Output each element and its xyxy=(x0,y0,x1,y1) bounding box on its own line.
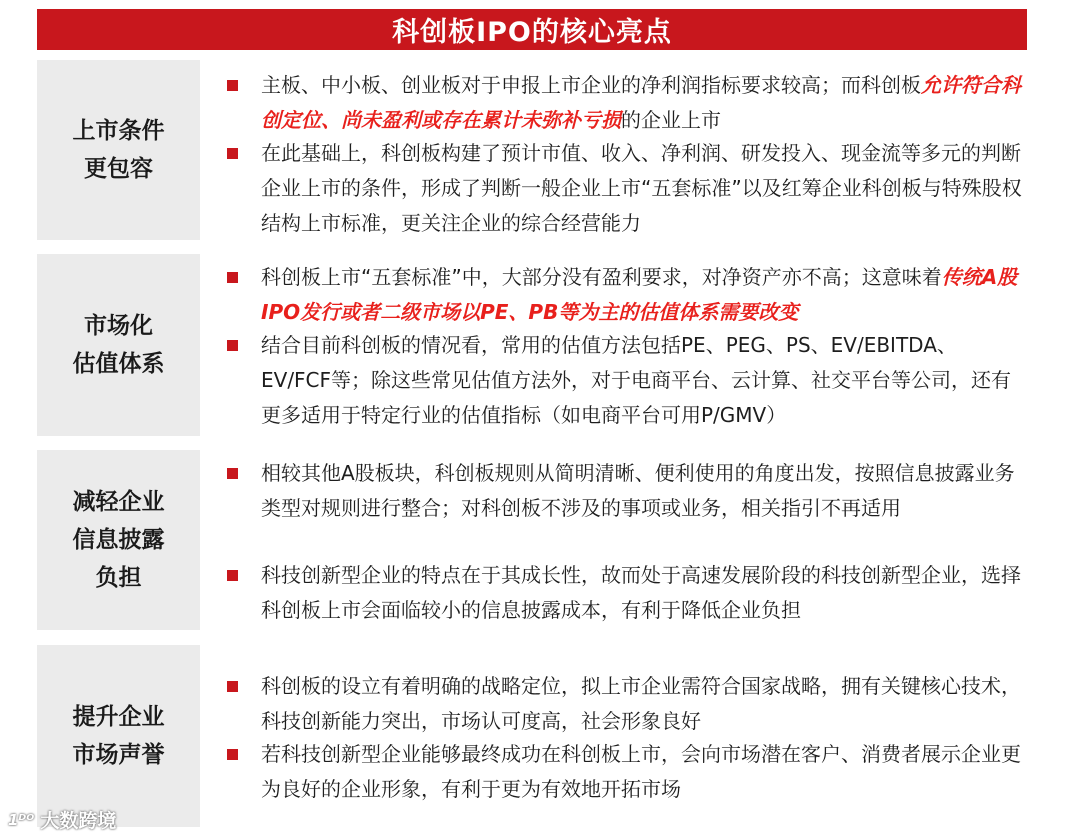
section-content xyxy=(227,450,1022,630)
bullet-text xyxy=(261,456,1023,526)
bullet-text-part: 结合目前科创板的情况看，常用的估值方法包括PE、PEG、PS、EV/EBITDA、EV/FCF等；除这些常见估值方法外，对于电商平台、云计算、社交平台等公司，还有更多适用于特定行业的估值指标（如电商平台可用P/GMV） xyxy=(261,333,1012,427)
bullet-square-icon xyxy=(227,148,238,159)
bullet-square-icon xyxy=(227,272,238,283)
section-content xyxy=(227,254,1022,436)
bullet-text-part: 科创板的设立有着明确的战略定位，拟上市企业需符合国家战略，拥有关键核心技术，科技创新能力突出，市场认可度高，社会形象良好 xyxy=(261,674,1021,733)
bullet-text-part: 若科技创新型企业能够最终成功在科创板上市，会向市场潜在客户、消费者展示企业更为良好的企业形象，有利于更为有效地开拓市场 xyxy=(261,742,1021,801)
section-valuation-system xyxy=(37,254,1027,436)
section-label: 减轻企业 信息披露 负担 xyxy=(72,489,165,591)
section-label: 上市条件 更包容 xyxy=(72,118,165,182)
section-label: 市场化 估值体系 xyxy=(72,313,165,377)
bullet-text-part: 相较其他A股板块，科创板规则从简明清晰、便利使用的角度出发，按照信息披露业务类型对规则进行整合；对科创板不涉及的事项或业务，相关指引不再适用 xyxy=(261,461,1015,520)
bullet-square-icon xyxy=(227,80,238,91)
watermark-logo-icon: 1ᴰᴼ xyxy=(8,810,35,829)
page-title: 科创板IPO的核心亮点 xyxy=(37,9,1027,50)
bullet-text xyxy=(261,328,1023,433)
section-label-box xyxy=(37,645,200,827)
bullet-square-icon xyxy=(227,468,238,479)
watermark-text: 大数跨境 xyxy=(40,810,117,832)
bullet-text-part: 的企业上市 xyxy=(621,108,721,132)
bullet-text xyxy=(261,669,1023,739)
bullet-text xyxy=(261,68,1023,138)
section-disclosure-burden xyxy=(37,450,1027,630)
section-content xyxy=(227,60,1022,240)
bullet-text xyxy=(261,558,1023,628)
bullet-text-part: 科技创新型企业的特点在于其成长性，故而处于高速发展阶段的科技创新型企业，选择科创板上市会面临较小的信息披露成本，有利于降低企业负担 xyxy=(261,563,1021,622)
bullet-highlight: 允许符合科创定位、尚未盈利或存在累计未弥补亏损 xyxy=(261,73,1021,132)
bullet-square-icon xyxy=(227,681,238,692)
section-listing-conditions xyxy=(37,60,1027,240)
bullet-text xyxy=(261,737,1023,807)
bullet-text-part: 在此基础上，科创板构建了预计市值、收入、净利润、研发投入、现金流等多元的判断企业上市的条件，形成了判断一般企业上市“五套标准”以及红筹企业科创板与特殊股权结构上市标准，更关注企业的综合经营能力 xyxy=(261,141,1022,235)
section-label-box xyxy=(37,450,200,630)
bullet-square-icon xyxy=(227,340,238,351)
section-market-reputation xyxy=(37,645,1027,827)
watermark xyxy=(8,806,116,833)
section-label-box xyxy=(37,254,200,436)
bullet-text xyxy=(261,260,1023,330)
bullet-square-icon xyxy=(227,570,238,581)
section-label: 提升企业 市场声誉 xyxy=(72,704,165,768)
bullet-text-part: 主板、中小板、创业板对于申报上市企业的净利润指标要求较高；而科创板 xyxy=(261,73,921,97)
bullet-square-icon xyxy=(227,749,238,760)
bullet-text xyxy=(261,136,1023,241)
bullet-highlight: 传统A股IPO发行或者二级市场以PE、PB等为主的估值体系需要改变 xyxy=(261,265,1018,324)
section-label-box xyxy=(37,60,200,240)
bullet-text-part: 科创板上市“五套标准”中，大部分没有盈利要求，对净资产亦不高；这意味着 xyxy=(261,265,942,289)
section-content xyxy=(227,645,1022,827)
